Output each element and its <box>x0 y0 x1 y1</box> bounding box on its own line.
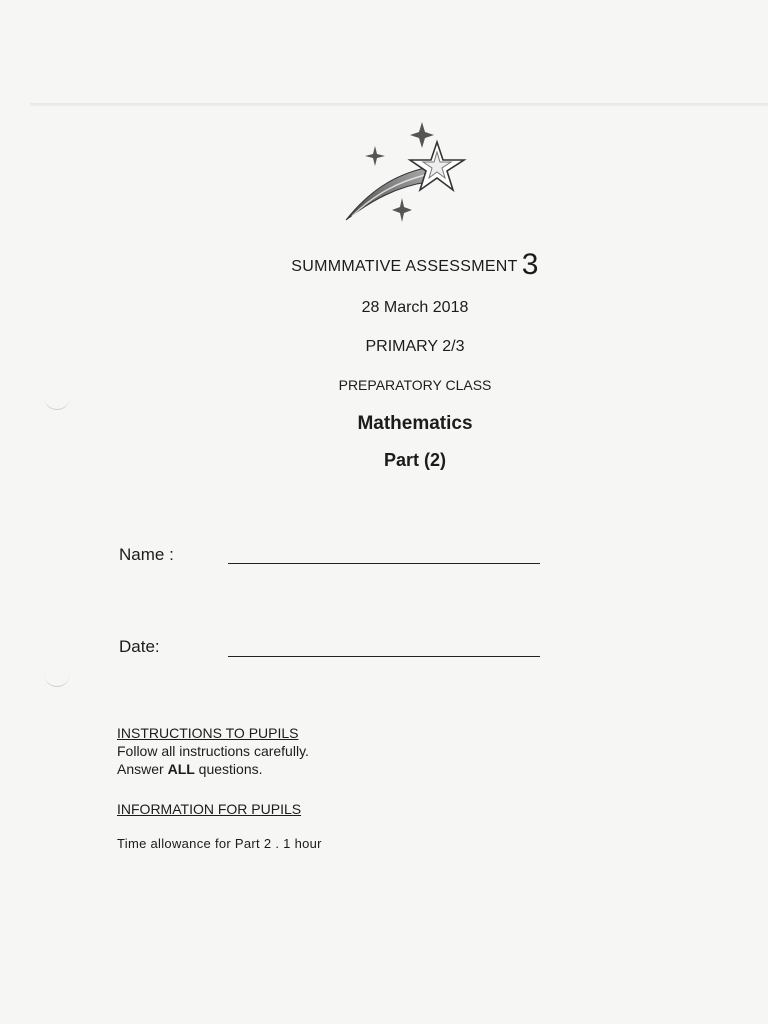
shooting-star-icon <box>340 120 480 230</box>
instructions-section <box>117 724 309 778</box>
assessment-title-text: SUMMMATIVE ASSESSMENT <box>291 258 518 275</box>
subject-title: Mathematics <box>357 413 473 434</box>
instruction-line: Follow all instructions carefully. <box>117 743 309 759</box>
grade-level: PRIMARY 2/3 <box>365 338 465 355</box>
date-field[interactable] <box>228 656 540 657</box>
assessment-title <box>0 248 768 282</box>
assessment-number: 3 <box>521 248 539 281</box>
instructions-heading: INSTRUCTIONS TO PUPILS <box>117 725 299 741</box>
time-allowance: Time allowance for Part 2 . 1 hour <box>117 836 322 851</box>
date-label: Date: <box>119 637 160 656</box>
part-label: Part (2) <box>383 450 446 470</box>
instruction-emphasis: ALL <box>167 761 195 777</box>
name-field[interactable] <box>228 563 540 564</box>
information-heading: INFORMATION FOR PUPILS <box>117 801 302 817</box>
instruction-suffix: questions. <box>194 761 263 777</box>
punch-hole-mark <box>44 395 70 410</box>
name-label: Name : <box>119 545 174 564</box>
punch-hole-mark <box>44 672 70 687</box>
instruction-line <box>117 760 309 778</box>
exam-date: 28 March 2018 <box>361 299 469 316</box>
scan-artifact-line <box>30 103 768 106</box>
class-name: PREPARATORY CLASS <box>338 377 492 393</box>
instruction-prefix: Answer <box>117 761 168 777</box>
